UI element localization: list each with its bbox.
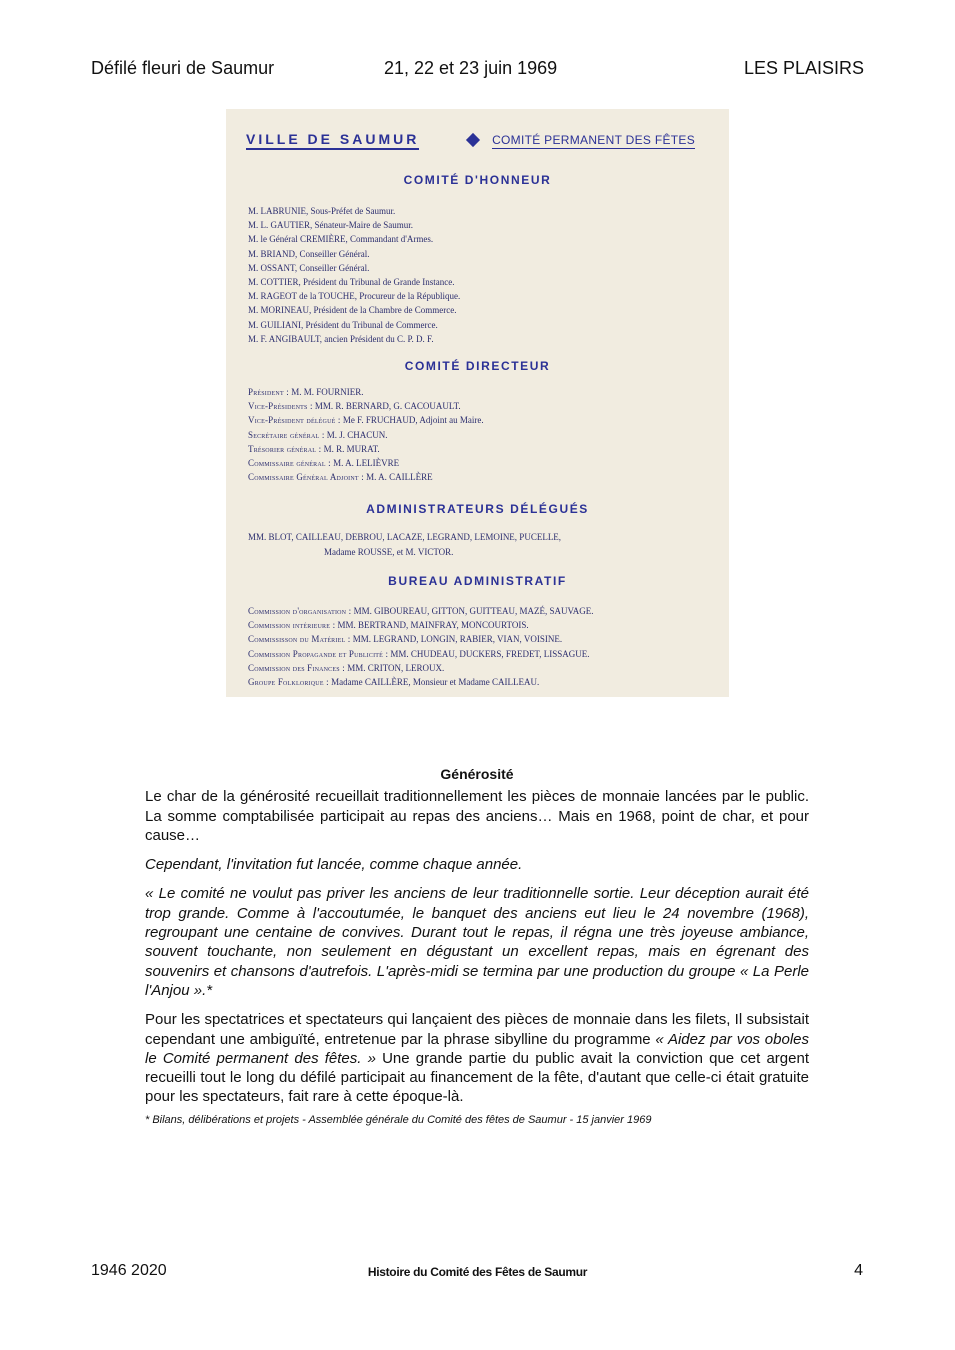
header-left: Défilé fleuri de Saumur [91, 58, 275, 78]
paragraph-3-quote: « Le comité ne voulut pas priver les anciens de leur traditionnelle sortie. Leur déception aurait été trop grande. Comme à l'accoutumée, le banquet des anciens eut lieu le 24 novembre (1968), regroupant une centaine de convives. Durant tout le repas, il régna une très joyeuse ambiance, souvent touchante, non seulement en dégustant un excellent repas, mais en égrenant des souvenirs et chansons d'autrefois. L'après-midi se termina par une production du groupe « La Perle l'Anjou ».* [145, 885, 809, 999]
honneur-member: M. L. GAUTIER, Sénateur-Maire de Saumur. [248, 220, 414, 231]
directeur-row-names: MM. R. BERNARD, G. CACOUAULT. [314, 401, 461, 412]
directeur-row-names: M. A. LELIÈVRE [333, 458, 400, 469]
honneur-member: M. RAGEOT de la TOUCHE, Procureur de la République. [248, 291, 461, 302]
bureau-row-names: MM. CHUDEAU, DUCKERS, FREDET, LISSAGUE. [390, 648, 590, 659]
footnote: * Bilans, délibérations et projets - Assemblée générale du Comité des fêtes de Saumur - 15 janvier 1969 [145, 1113, 652, 1126]
bureau-row-role: Groupe Folklorique : [248, 677, 329, 688]
honneur-member: M. OSSANT, Conseiller Général. [248, 262, 370, 273]
directeur-row-role: Vice-Président délégué : [248, 415, 341, 426]
bureau-row [248, 618, 719, 632]
honneur-member: M. BRIAND, Conseiller Général. [248, 248, 370, 259]
bureau-row-role: Commission intérieure : [248, 620, 336, 631]
directeur-row-role: Commissaire Général Adjoint : [248, 472, 364, 483]
bureau-row-role: Commississon du Matériel : [248, 634, 351, 645]
bureau-row-names: MM. BERTRAND, MAINFRAY, MONCOURTOIS. [337, 620, 529, 631]
page-number: 4 [854, 1262, 863, 1279]
directeur-row [248, 442, 719, 456]
honneur-member: M. COTTIER, Président du Tribunal de Grande Instance. [248, 277, 455, 288]
directeur-row [248, 428, 719, 442]
directeur-row [248, 385, 719, 399]
bureau-row-names: MM. LEGRAND, LONGIN, RABIER, VIAN, VOISINE. [352, 634, 563, 645]
honneur-member: M. GUILIANI, Président du Tribunal de Commerce. [248, 319, 438, 330]
bureau-row [248, 675, 719, 689]
administrateurs-line-1: MM. BLOT, CAILLEAU, DEBROU, LACAZE, LEGRAND, LEMOINE, PUCELLE, [248, 532, 562, 542]
directeur-row [248, 399, 719, 413]
bureau-list [248, 604, 719, 689]
bureau-row-role: Commission des Finances : [248, 662, 345, 673]
paragraph-1: Le char de la générosité recueillait traditionnellement les pièces de monnaie lancées par le public. La somme comptabilisée participait au repas des anciens… Mais en 1968, point de char, et pour cause… [145, 788, 809, 844]
honneur-list [248, 204, 719, 346]
bureau-row-names: MM. GIBOUREAU, GITTON, GUITTEAU, MAZÉ, SAUVAGE. [353, 606, 594, 616]
bureau-title: BUREAU ADMINISTRATIF [388, 574, 567, 588]
directeur-row-role: Trésorier général : [248, 443, 322, 454]
programme-quote: « Aidez par vos oboles le Comité permanent des fêtes. » [145, 1030, 809, 1067]
paragraph-2: Cependant, l'invitation fut lancée, comme chaque année. [145, 856, 523, 874]
bureau-row-names: Madame CAILLÈRE, Monsieur et Madame CAILLEAU. [331, 677, 540, 688]
bureau-row [248, 632, 719, 646]
footer-years: 1946 2020 [91, 1262, 167, 1279]
directeur-row-names: M. J. CHACUN. [326, 429, 388, 440]
directeur-row-role: Commissaire général : [248, 458, 331, 469]
directeur-row [248, 413, 719, 427]
directeur-row-role: Secrétaire général : [248, 429, 325, 440]
programme-scan [226, 109, 729, 697]
header-date: 21, 22 et 23 juin 1969 [384, 58, 558, 78]
bureau-row-role: Commission Propagande et Publicité : [248, 648, 389, 659]
directeur-title: COMITÉ DIRECTEUR [404, 359, 551, 373]
paragraph-4 [145, 1010, 809, 1106]
directeur-row-role: Vice-Présidents : [248, 401, 313, 412]
paragraph-4-start: Pour les spectatrices et spectateurs qui lançaient des pièces de monnaie dans les filets, Il subsistait cependant une ambiguïté, entretenue par la phrase sibylline du programme [145, 1011, 809, 1048]
bureau-row [248, 647, 719, 661]
diamond-icon [466, 133, 480, 147]
bureau-row [248, 661, 719, 675]
honneur-member: M. le Général CREMIÈRE, Commandant d'Armes. [248, 234, 434, 245]
bureau-row-role: Commission d'organisation : [248, 606, 352, 616]
bureau-row [248, 604, 719, 618]
administrateurs-title: ADMINISTRATEURS DÉLÉGUÉS [366, 502, 589, 516]
ville-title: VILLE DE SAUMUR [246, 131, 419, 150]
directeur-list [248, 385, 719, 484]
footer-title: Histoire du Comité des Fêtes de Saumur [367, 1265, 588, 1279]
directeur-row [248, 470, 719, 484]
directeur-row-names: Me F. FRUCHAUD, Adjoint au Maire. [342, 415, 484, 426]
bureau-row-names: MM. CRITON, LEROUX. [347, 662, 445, 673]
directeur-row-role: Président : [248, 387, 289, 397]
scan-heading [246, 131, 709, 153]
article [145, 765, 809, 1130]
honneur-member: M. LABRUNIE, Sous-Préfet de Saumur. [248, 206, 396, 216]
directeur-row-names: M. R. MURAT. [323, 443, 380, 454]
honneur-title: COMITÉ D'HONNEUR [403, 173, 552, 187]
directeur-row-names: M. A. CAILLÈRE [366, 472, 433, 483]
honneur-member: M. F. ANGIBAULT, ancien Président du C. P. D. F. [248, 333, 434, 344]
comite-permanent-title: COMITÉ PERMANENT DES FÊTES [492, 133, 695, 147]
header-section: LES PLAISIRS [743, 58, 864, 78]
article-title: Générosité [440, 766, 514, 782]
honneur-member: M. MORINEAU, Président de la Chambre de Commerce. [248, 305, 457, 316]
directeur-row [248, 456, 719, 470]
directeur-row-names: M. M. FOURNIER. [291, 387, 364, 397]
administrateurs-line-2: Madame ROUSSE, et M. VICTOR. [324, 547, 454, 557]
paragraph-4-end: Une grande partie du public avait la conviction que cet argent recueilli tout le long du défilé participait au financement de la fête, d'autant que celle-ci était gratuite pour les spectateurs, fait rare à cette époque-là. [145, 1049, 809, 1106]
